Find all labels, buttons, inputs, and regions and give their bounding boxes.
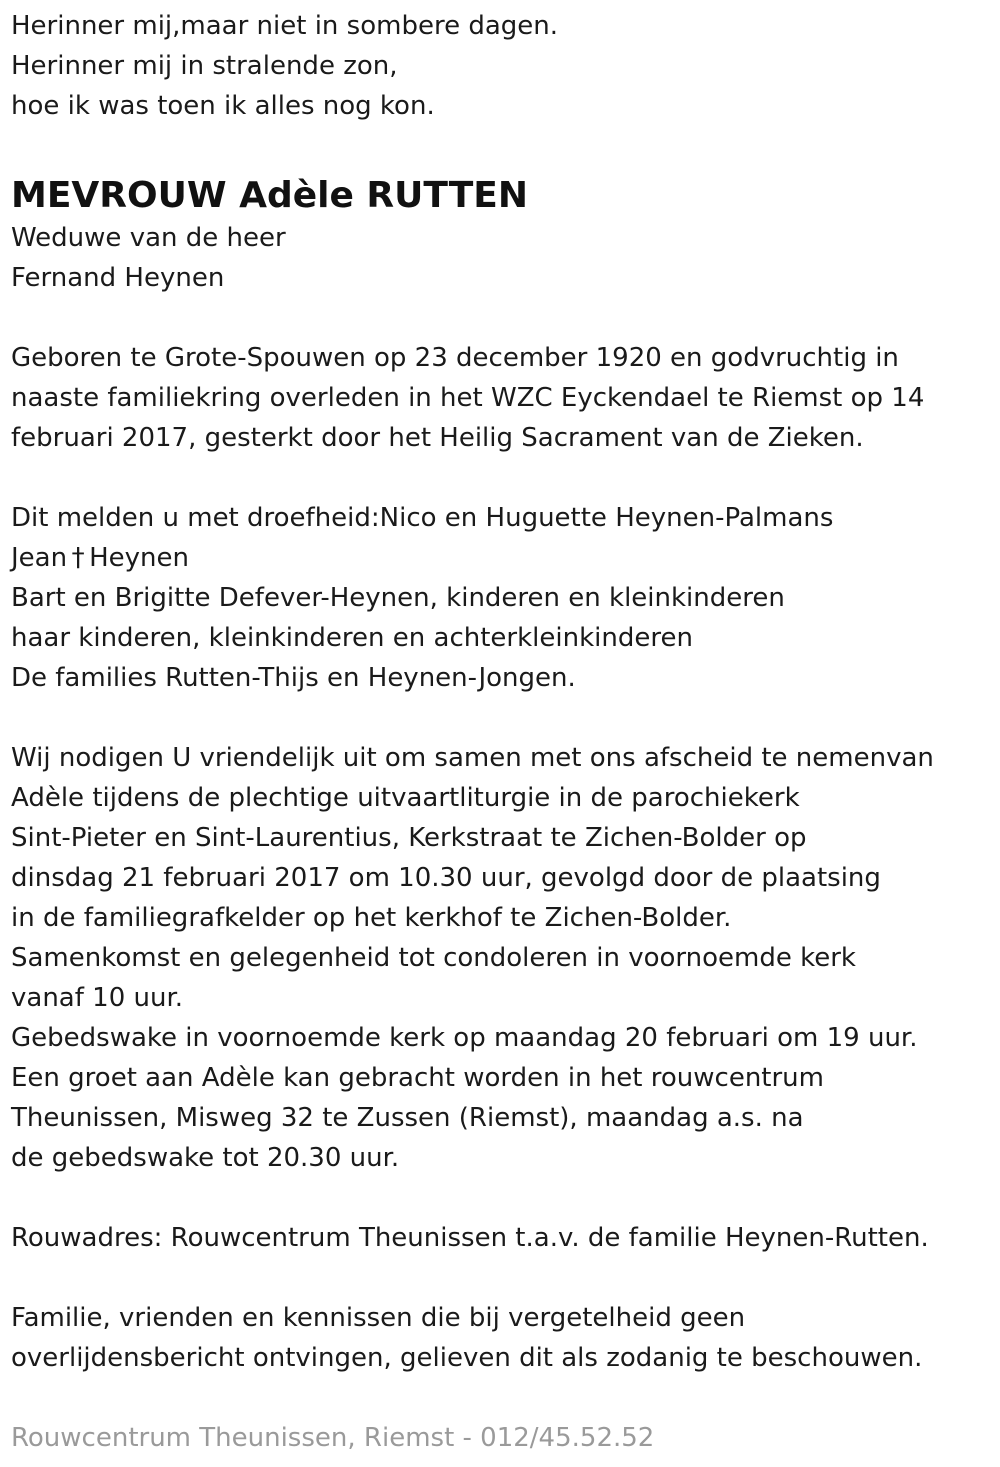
notice-paragraph xyxy=(11,1298,991,1378)
jean-heynen-line xyxy=(11,538,991,578)
paragraph-line: naaste familiekring overleden in het WZC Eyckendael te Riemst op 14 xyxy=(11,383,925,413)
paragraph-line: De families Rutten-Thijs en Heynen-Jongen. xyxy=(11,663,576,693)
invitation-paragraph xyxy=(11,738,991,1178)
paragraph-line: haar kinderen, kleinkinderen en achterkleinkinderen xyxy=(11,623,693,653)
paragraph-line: dinsdag 21 februari 2017 om 10.30 uur, gevolgd door de plaatsing xyxy=(11,863,881,893)
spacer xyxy=(11,1178,991,1218)
first-name: Jean xyxy=(11,543,68,573)
poem-line: Herinner mij,maar niet in sombere dagen. xyxy=(11,11,559,41)
paragraph-line: Geboren te Grote-Spouwen op 23 december 1920 en godvruchtig in xyxy=(11,343,899,373)
death-notice xyxy=(11,6,991,1458)
paragraph-line: Theunissen, Misweg 32 te Zussen (Riemst), maandag a.s. na xyxy=(11,1103,804,1133)
poem-line: hoe ik was toen ik alles nog kon. xyxy=(11,91,435,121)
paragraph-line: Dit melden u met droefheid:Nico en Huguette Heynen-Palmans xyxy=(11,503,834,533)
paragraph-line: de gebedswake tot 20.30 uur. xyxy=(11,1143,400,1173)
paragraph-line: overlijdensbericht ontvingen, gelieven dit als zodanig te beschouwen. xyxy=(11,1343,923,1373)
paragraph-line: Wij nodigen U vriendelijk uit om samen met ons afscheid te nemenvan xyxy=(11,743,934,773)
poem-line: Herinner mij in stralende zon, xyxy=(11,51,398,81)
spacer xyxy=(11,698,991,738)
mourning-address: Rouwadres: Rouwcentrum Theunissen t.a.v. de familie Heynen-Rutten. xyxy=(11,1223,929,1253)
paragraph-line: vanaf 10 uur. xyxy=(11,983,184,1013)
spacer xyxy=(11,1378,991,1418)
paragraph-line: Sint-Pieter en Sint-Laurentius, Kerkstraat te Zichen-Bolder op xyxy=(11,823,807,853)
last-name: Heynen xyxy=(89,543,189,573)
poem xyxy=(11,6,991,126)
paragraph-line: Een groet aan Adèle kan gebracht worden in het rouwcentrum xyxy=(11,1063,824,1093)
funeral-home-footer: Rouwcentrum Theunissen, Riemst - 012/45.52.52 xyxy=(11,1423,655,1453)
paragraph-line: Gebedswake in voornoemde kerk op maandag 20 februari om 19 uur. xyxy=(11,1023,918,1053)
paragraph-line: Adèle tijdens de plechtige uitvaartliturgie in de parochiekerk xyxy=(11,783,800,813)
spacer xyxy=(11,1258,991,1298)
widow-line: Fernand Heynen xyxy=(11,263,225,293)
paragraph-line: in de familiegrafkelder op het kerkhof te Zichen-Bolder. xyxy=(11,903,732,933)
announcers-paragraph xyxy=(11,498,991,698)
paragraph-line: Bart en Brigitte Defever-Heynen, kinderen en kleinkinderen xyxy=(11,583,785,613)
paragraph-line: Samenkomst en gelegenheid tot condoleren in voornoemde kerk xyxy=(11,943,856,973)
paragraph-line: februari 2017, gesterkt door het Heilig Sacrament van de Zieken. xyxy=(11,423,864,453)
birth-death-paragraph xyxy=(11,338,991,458)
spacer xyxy=(11,126,991,166)
spacer xyxy=(11,298,991,338)
cross-icon: † xyxy=(71,543,85,573)
paragraph-line: Familie, vrienden en kennissen die bij vergetelheid geen xyxy=(11,1303,746,1333)
widow-info xyxy=(11,218,991,298)
spacer xyxy=(11,458,991,498)
deceased-name-heading: MEVROUW Adèle RUTTEN xyxy=(11,175,529,216)
widow-line: Weduwe van de heer xyxy=(11,223,286,253)
